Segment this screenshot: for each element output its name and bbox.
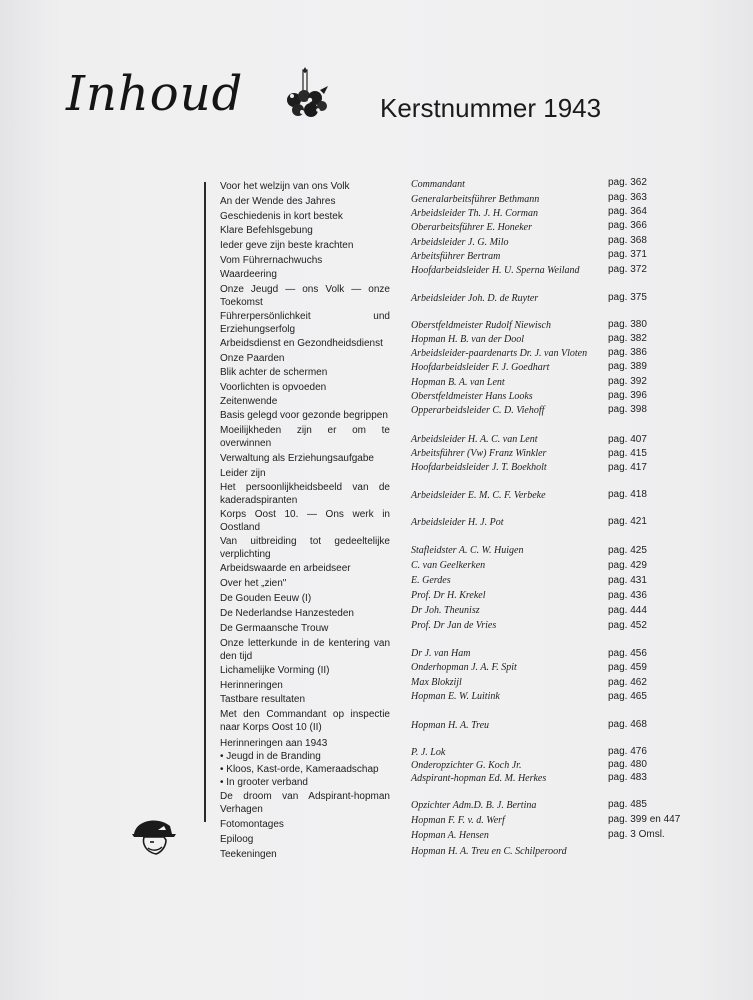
- toc-page: pag. 415: [608, 448, 647, 459]
- toc-title: Arbeidswaarde en arbeidseer: [220, 563, 351, 574]
- toc-title: Tastbare resultaten: [220, 694, 306, 705]
- toc-author: Hopman H. B. van der Dool: [411, 334, 525, 345]
- toc-title: Herinneringen: [220, 680, 283, 691]
- toc-page: pag. 476: [608, 746, 647, 757]
- toc-page: pag. 468: [608, 719, 647, 730]
- toc-title: Onze Jeugd — ons Volk — onze Toekomst: [220, 284, 390, 308]
- toc-author: Hoofdarbeidsleider H. U. Sperna Weiland: [411, 265, 580, 276]
- toc-title: Over het „zien": [220, 578, 287, 589]
- toc-subtitle: • Jeugd in de Branding: [220, 751, 321, 762]
- toc-title: Het persoonlijkheidsbeeld van de kaderadspiranten: [220, 482, 390, 506]
- toc-author: Arbeidsleider Th. J. H. Corman: [411, 208, 538, 219]
- page-title: Inhoud: [66, 66, 244, 122]
- toc-author: Dr Joh. Theunisz: [411, 605, 480, 616]
- toc-title: Lichamelijke Vorming (II): [220, 665, 330, 676]
- toc-author: Oberstfeldmeister Rudolf Niewisch: [411, 320, 551, 331]
- toc-author: Oberstfeldmeister Hans Looks: [411, 391, 533, 402]
- toc-author: Adspirant-hopman Ed. M. Herkes: [411, 773, 547, 784]
- toc-page: pag. 431: [608, 575, 647, 586]
- toc-page: pag. 362: [608, 177, 647, 188]
- toc-author: Arbeidsleider-paardenarts Dr. J. van Vloten: [411, 348, 588, 359]
- toc-page: pag. 375: [608, 292, 647, 303]
- toc-author: Arbeitsführer Bertram: [411, 251, 501, 262]
- toc-author: P. J. Lok: [411, 747, 446, 758]
- column-divider: [204, 182, 206, 822]
- toc-page: pag. 407: [608, 434, 647, 445]
- toc-page: pag. 429: [608, 560, 647, 571]
- issue-title: Kerstnummer 1943: [380, 93, 602, 123]
- toc-author: Hopman H. A. Treu en C. Schilperoord: [411, 846, 567, 857]
- toc-author: Oberarbeitsführer E. Honeker: [411, 222, 532, 233]
- toc-author: Max Blokzijl: [411, 677, 462, 688]
- toc-title: Leider zijn: [220, 468, 266, 479]
- toc-title: Voorlichten is opvoeden: [220, 382, 327, 393]
- toc-page: pag. 399 en 447: [608, 814, 681, 825]
- toc-author: Opzichter Adm.D. B. J. Bertina: [411, 800, 537, 811]
- toc-author: Prof. Dr Jan de Vries: [411, 620, 497, 631]
- toc-author: Generalarbeitsführer Bethmann: [411, 194, 540, 205]
- toc-author: Hoofdarbeidsleider F. J. Goedhart: [411, 362, 550, 373]
- toc-author: Arbeidsleider Joh. D. de Ruyter: [411, 293, 539, 304]
- toc-page: pag. 363: [608, 192, 647, 203]
- toc-title: An der Wende des Jahres: [220, 196, 336, 207]
- toc-author: Hopman B. A. van Lent: [411, 377, 505, 388]
- toc-author: Stafleidster A. C. W. Huigen: [411, 545, 524, 556]
- toc-author: Commandant: [411, 179, 465, 190]
- toc-page: pag. 371: [608, 249, 647, 260]
- toc-page: pag. 392: [608, 376, 647, 387]
- toc-page: pag. 421: [608, 516, 647, 527]
- toc-title: Moeilijkheden zijn er om te overwinnen: [220, 425, 390, 449]
- toc-page: pag. 382: [608, 333, 647, 344]
- toc-page: pag. 417: [608, 462, 647, 473]
- toc-author: E. Gerdes: [411, 575, 451, 586]
- toc-page: pag. 483: [608, 772, 647, 783]
- toc-page: pag. 366: [608, 220, 647, 231]
- toc-title: Voor het welzijn van ons Volk: [220, 181, 350, 192]
- toc-page: pag. 485: [608, 799, 647, 810]
- toc-title: Ieder geve zijn beste krachten: [220, 240, 354, 251]
- toc-page: pag. 465: [608, 691, 647, 702]
- toc-author: Hopman F. F. v. d. Werf: [411, 815, 505, 826]
- toc-author: Opperarbeidsleider C. D. Viehoff: [411, 405, 545, 416]
- toc-page: pag. 398: [608, 404, 647, 415]
- toc-author: Arbeidsleider J. G. Milo: [411, 237, 509, 248]
- toc-title: Korps Oost 10. — Ons werk in Oostland: [220, 509, 390, 533]
- toc-page: pag. 372: [608, 264, 647, 275]
- toc-author: Dr J. van Ham: [411, 648, 471, 659]
- toc-author: Hopman H. A. Treu: [411, 720, 490, 731]
- toc-page: pag. 396: [608, 390, 647, 401]
- toc-page: pag. 380: [608, 319, 647, 330]
- toc-title: De Gouden Eeuw (I): [220, 593, 312, 604]
- toc-page: pag. 459: [608, 662, 647, 673]
- toc-page: pag. 425: [608, 545, 647, 556]
- toc-title: Van uitbreiding tot gedeeltelijke verplichting: [220, 536, 390, 560]
- toc-author: Prof. Dr H. Krekel: [411, 590, 486, 601]
- toc-title: Waardeering: [220, 269, 277, 280]
- toc-author: Hopman A. Hensen: [411, 830, 489, 841]
- toc-author: Onderhopman J. A. F. Spit: [411, 662, 517, 673]
- toc-title: Arbeidsdienst en Gezondheidsdienst: [220, 338, 383, 349]
- toc-title: De Germaansche Trouw: [220, 623, 329, 634]
- toc-title: Klare Befehlsgebung: [220, 225, 313, 236]
- toc-page: pag. 480: [608, 759, 647, 770]
- toc-page: pag. 364: [608, 206, 647, 217]
- toc-title: Epiloog: [220, 834, 254, 845]
- toc-author: Hopman E. W. Luitink: [411, 691, 500, 702]
- toc-title: Führerpersönlichkeit und Erziehungserfolg: [220, 311, 390, 335]
- toc-page: pag. 418: [608, 489, 647, 500]
- toc-page: pag. 389: [608, 361, 647, 372]
- toc-subtitle: • Kloos, Kast-orde, Kameraadschap: [220, 764, 379, 775]
- candle-wreath-icon: [284, 66, 330, 126]
- toc-page: pag. 456: [608, 648, 647, 659]
- toc-page: pag. 3 Omsl.: [608, 829, 665, 840]
- toc-author: C. van Geelkerken: [411, 560, 486, 571]
- toc-title: Vom Führernachwuchs: [220, 255, 323, 266]
- toc-title: Zeitenwende: [220, 396, 278, 407]
- toc-title: Fotomontages: [220, 819, 284, 830]
- toc-subtitle: • In grooter verband: [220, 777, 308, 788]
- toc-title: Onze letterkunde in de kentering van den tijd: [220, 638, 390, 662]
- helmet-head-icon: [128, 812, 180, 858]
- toc-author: Arbeidsleider H. J. Pot: [411, 517, 504, 528]
- toc-title: Herinneringen aan 1943: [220, 738, 328, 749]
- toc-page: pag. 436: [608, 590, 647, 601]
- toc-title: Geschiedenis in kort bestek: [220, 211, 343, 222]
- toc-author: Arbeitsführer (Vw) Franz Winkler: [411, 448, 547, 459]
- toc-author: Hoofdarbeidsleider J. T. Boekholt: [411, 462, 547, 473]
- toc-title: Verwaltung als Erziehungsaufgabe: [220, 453, 374, 464]
- toc-page: pag. 452: [608, 620, 647, 631]
- toc-title: Onze Paarden: [220, 353, 285, 364]
- toc-page: pag. 444: [608, 605, 647, 616]
- toc-title: Blik achter de schermen: [220, 367, 328, 378]
- toc-title: De droom van Adspirant-hopman Verhagen: [220, 791, 390, 815]
- toc-title: De Nederlandse Hanzesteden: [220, 608, 354, 619]
- toc-author: Arbeidsleider E. M. C. F. Verbeke: [411, 490, 546, 501]
- toc-title: Teekeningen: [220, 849, 277, 860]
- toc-page: pag. 386: [608, 347, 647, 358]
- toc-author: Arbeidsleider H. A. C. van Lent: [411, 434, 538, 445]
- toc-page: pag. 368: [608, 235, 647, 246]
- toc-page: pag. 462: [608, 677, 647, 688]
- toc-author: Onderopzichter G. Koch Jr.: [411, 760, 522, 771]
- toc-title: Basis gelegd voor gezonde begrippen: [220, 410, 388, 421]
- toc-title: Met den Commandant op inspectie naar Korps Oost 10 (II): [220, 709, 390, 733]
